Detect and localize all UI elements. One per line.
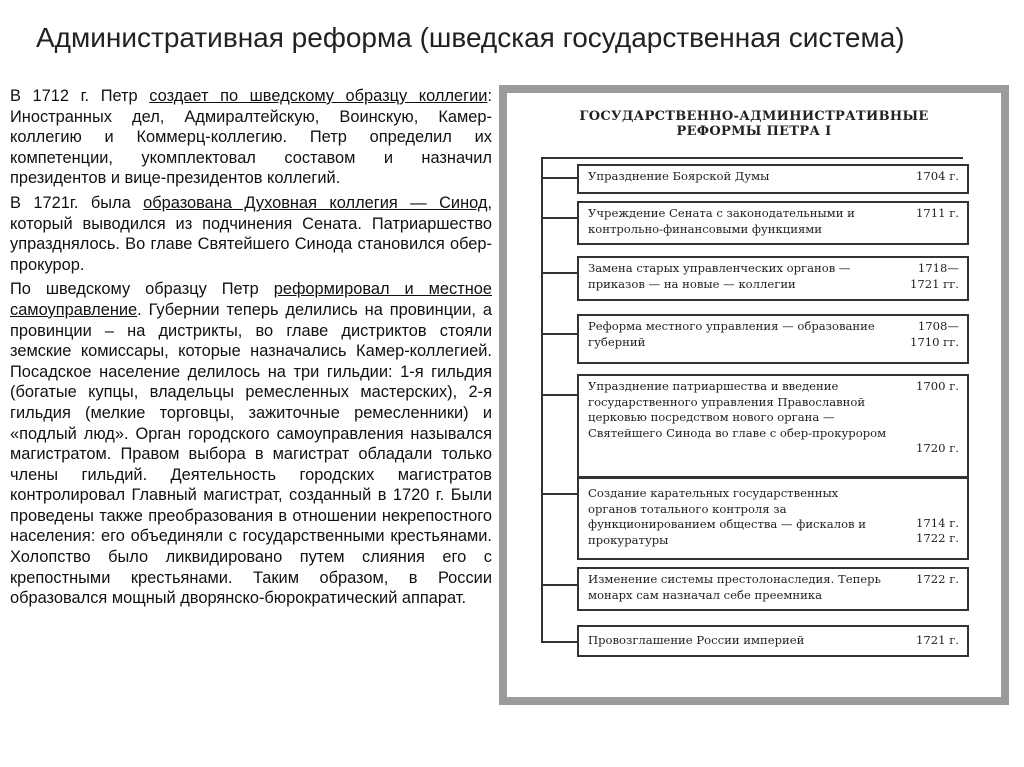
- reforms-diagram: [499, 85, 1009, 705]
- slide-title: Административная реформа (шведская государственная система): [36, 22, 905, 53]
- diagram-spine: [541, 157, 543, 643]
- diagram-canvas: [507, 93, 1001, 697]
- reform-box: Учреждение Сената с законодательными и контрольно-финансовыми функциями 1711 г.: [577, 201, 969, 245]
- connector: [542, 333, 577, 335]
- connector: [542, 493, 577, 495]
- reform-box: Изменение системы престолонаследия. Теперь монарх сам назначал себе преемника 1722 г.: [577, 567, 969, 611]
- reform-box: Создание карательных государственных органов тотального контроля за функционированием общества — фискалов и прокуратуры 1714 г. 1722 г.: [577, 477, 969, 560]
- diagram-top-bar: [541, 157, 963, 159]
- paragraph-local-government: По шведскому образцу Петр реформировал и местное самоуправление. Губернии теперь делились на провинции, а провинции – на дистрикты, во главе дистриктов стояли земские комиссары, которые назначались Камер-коллегией. Посадское население делилось на три гильдии: 1-я гильдия (богатые купцы, владельцы ремесленных мастерских), 2-я гильдия (мелкие торговцы, зажиточные ремесленники) и «подлый люд». Орган городского самоуправления назывался магистратом. Правом выбора в магистрат обладали только члены гильдий. Деятельность городских магистратов контролировал Главный магистрат, созданный в 1720 г. Были проведены также преобразования в отношении некрепостного населения: его объединяли с государственными крестьянами. Холопство было ликвидировано путем слияния его с крепостными крестьянами. Таким образом, в России образовался мощный дворянско-бюрократический аппарат.: [10, 280, 492, 608]
- connector: [542, 641, 577, 643]
- connector: [542, 217, 577, 219]
- diagram-title: ГОСУДАРСТВЕННО-АДМИНИСТРАТИВНЫЕ РЕФОРМЫ ПЕТРА I: [579, 109, 929, 139]
- connector: [542, 584, 577, 586]
- connector: [542, 177, 577, 179]
- reform-box: Реформа местного управления — образование губерний 1708—1710 гг.: [577, 314, 969, 364]
- reform-box: Упразднение патриаршества и введение государственного управления Православной церковью посредством нового органа — Святейшего Синода во главе с обер-прокурором 1700 г. 1720 г.: [577, 374, 969, 478]
- underlined-phrase: создает по шведскому образцу коллегии: [149, 87, 488, 105]
- underlined-phrase: реформировал и местное самоуправление: [10, 280, 492, 319]
- reform-box: Упразднение Боярской Думы 1704 г.: [577, 164, 969, 194]
- connector: [542, 394, 577, 396]
- paragraph-synod: В 1721г. была образована Духовная коллегия — Синод, который выводился из подчинения Сената. Патриаршество упразднялось. Во главе Святейшего Синода становился обер-прокурор.: [10, 193, 493, 274]
- connector: [542, 272, 577, 274]
- paragraph-collegia: В 1712 г. Петр создает по шведскому образцу коллегии: Иностранных дел, Адмиралтейскую, Воинскую, Камер-коллегию и Коммерц-коллегию. Петр определил их компетенции, укомплектовал составом и назначил президентов и вице-президентов коллегий.: [10, 87, 492, 188]
- text-column: [10, 86, 492, 613]
- underlined-phrase: образована Духовная коллегия — Синод: [143, 193, 488, 212]
- reform-box: Замена старых управленческих органов — приказов — на новые — коллегии 1718—1721 гг.: [577, 256, 969, 301]
- reform-box: Провозглашение России империей 1721 г.: [577, 625, 969, 657]
